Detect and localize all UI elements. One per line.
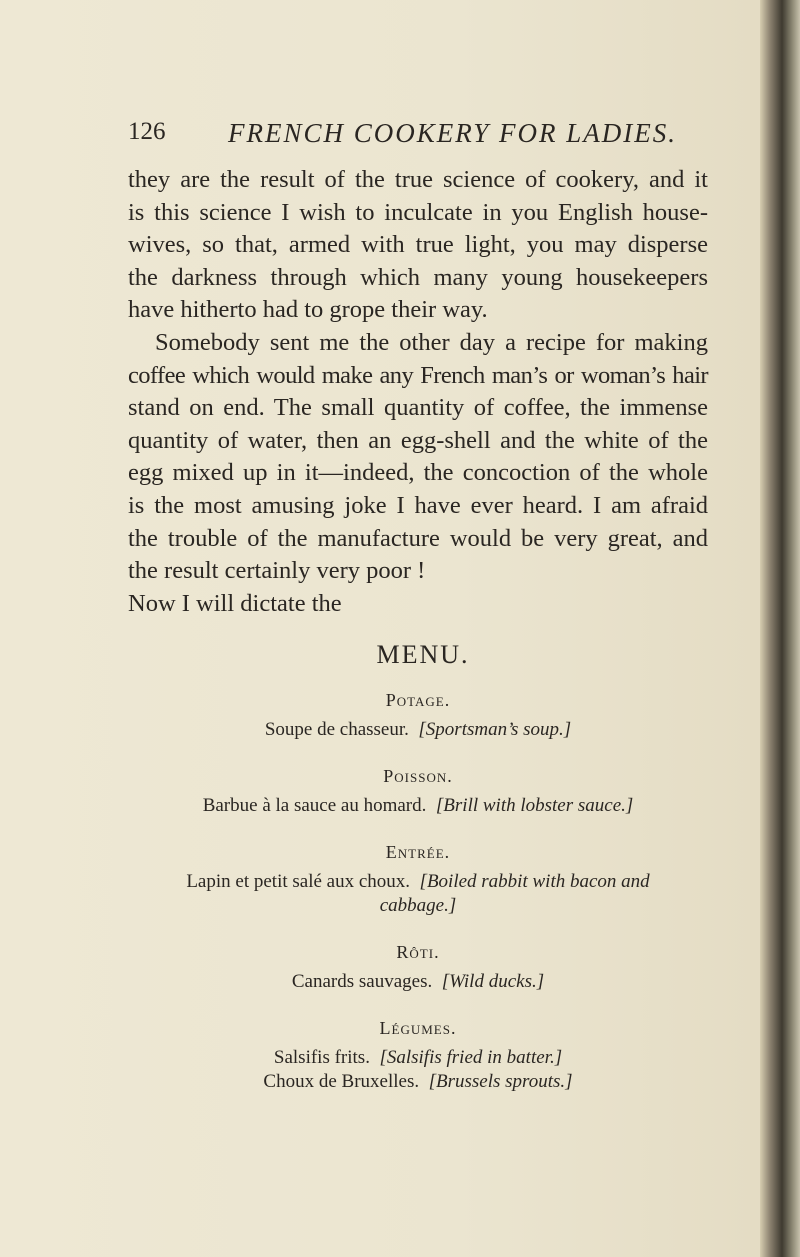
page-number: 126 [128,118,166,145]
dish [128,795,708,817]
text-line: quantity of water, then an egg-shell and the white of the [128,426,708,454]
course-heading: Légumes. [379,1018,457,1038]
dish-name: Choux de Bruxelles. [263,1071,420,1092]
dish-translation: [Brussels sprouts.] [428,1071,573,1092]
text-line: the result certainly very poor ! [128,557,426,585]
text-line: stand on end. The small quantity of coffee, the immense [128,394,708,422]
dish [128,1047,708,1069]
dish-translation: [Boiled rabbit with bacon and [419,871,650,892]
menu-title: MENU. [376,640,470,669]
course-heading: Potage. [385,690,451,710]
text-line: have hitherto had to grope their way. [128,296,488,324]
text-line: Now I will dictate the [128,589,342,617]
dish-translation: [Brill with lobster sauce.] [435,795,634,816]
dish-translation: [Salsifis fried in batter.] [379,1047,563,1068]
text-line: is this science I wish to inculcate in you English house- [128,198,708,226]
text-line: wives, so that, armed with true light, you may disperse [128,231,708,259]
dish-translation: [Wild ducks.] [441,971,545,992]
dish-continuation [128,895,708,917]
running-title: FRENCH COOKERY FOR LADIES. [228,118,677,148]
dish [128,719,708,741]
text-line: Somebody sent me the other day a recipe for making [155,328,708,356]
dish [128,971,708,993]
dish [128,871,708,893]
course-heading: Rôti. [396,942,440,962]
page-header [128,118,700,154]
dish-name: Salsifis frits. [273,1047,370,1068]
dish-translation: cabbage.] [379,895,457,916]
text-line: the darkness through which many young housekeepers [128,263,708,291]
dish-name: Barbue à la sauce au homard. [202,795,427,816]
dish-name: Canards sauvages. [291,971,433,992]
text-line: egg mixed up in it—indeed, the concoction of the whole [128,459,708,487]
body-text [128,164,708,620]
text-line: the trouble of the manufacture would be very great, and [128,524,708,552]
dish-translation: [Sportsman’s soup.] [418,719,572,740]
text-line: is the most amusing joke I have ever heard. I am afraid [128,491,708,519]
book-spine-edge [760,0,800,1257]
course-heading: Entrée. [385,842,451,862]
text-line: coffee which would make any French man’s or woman’s hair [128,361,708,389]
dish [128,1071,708,1093]
course-heading: Poisson. [383,766,453,786]
menu [128,640,708,1093]
dish-name: Soupe de chasseur. [264,719,409,740]
dish-name: Lapin et petit salé aux choux. [186,871,411,892]
text-line: they are the result of the true science of cookery, and it [128,166,708,193]
